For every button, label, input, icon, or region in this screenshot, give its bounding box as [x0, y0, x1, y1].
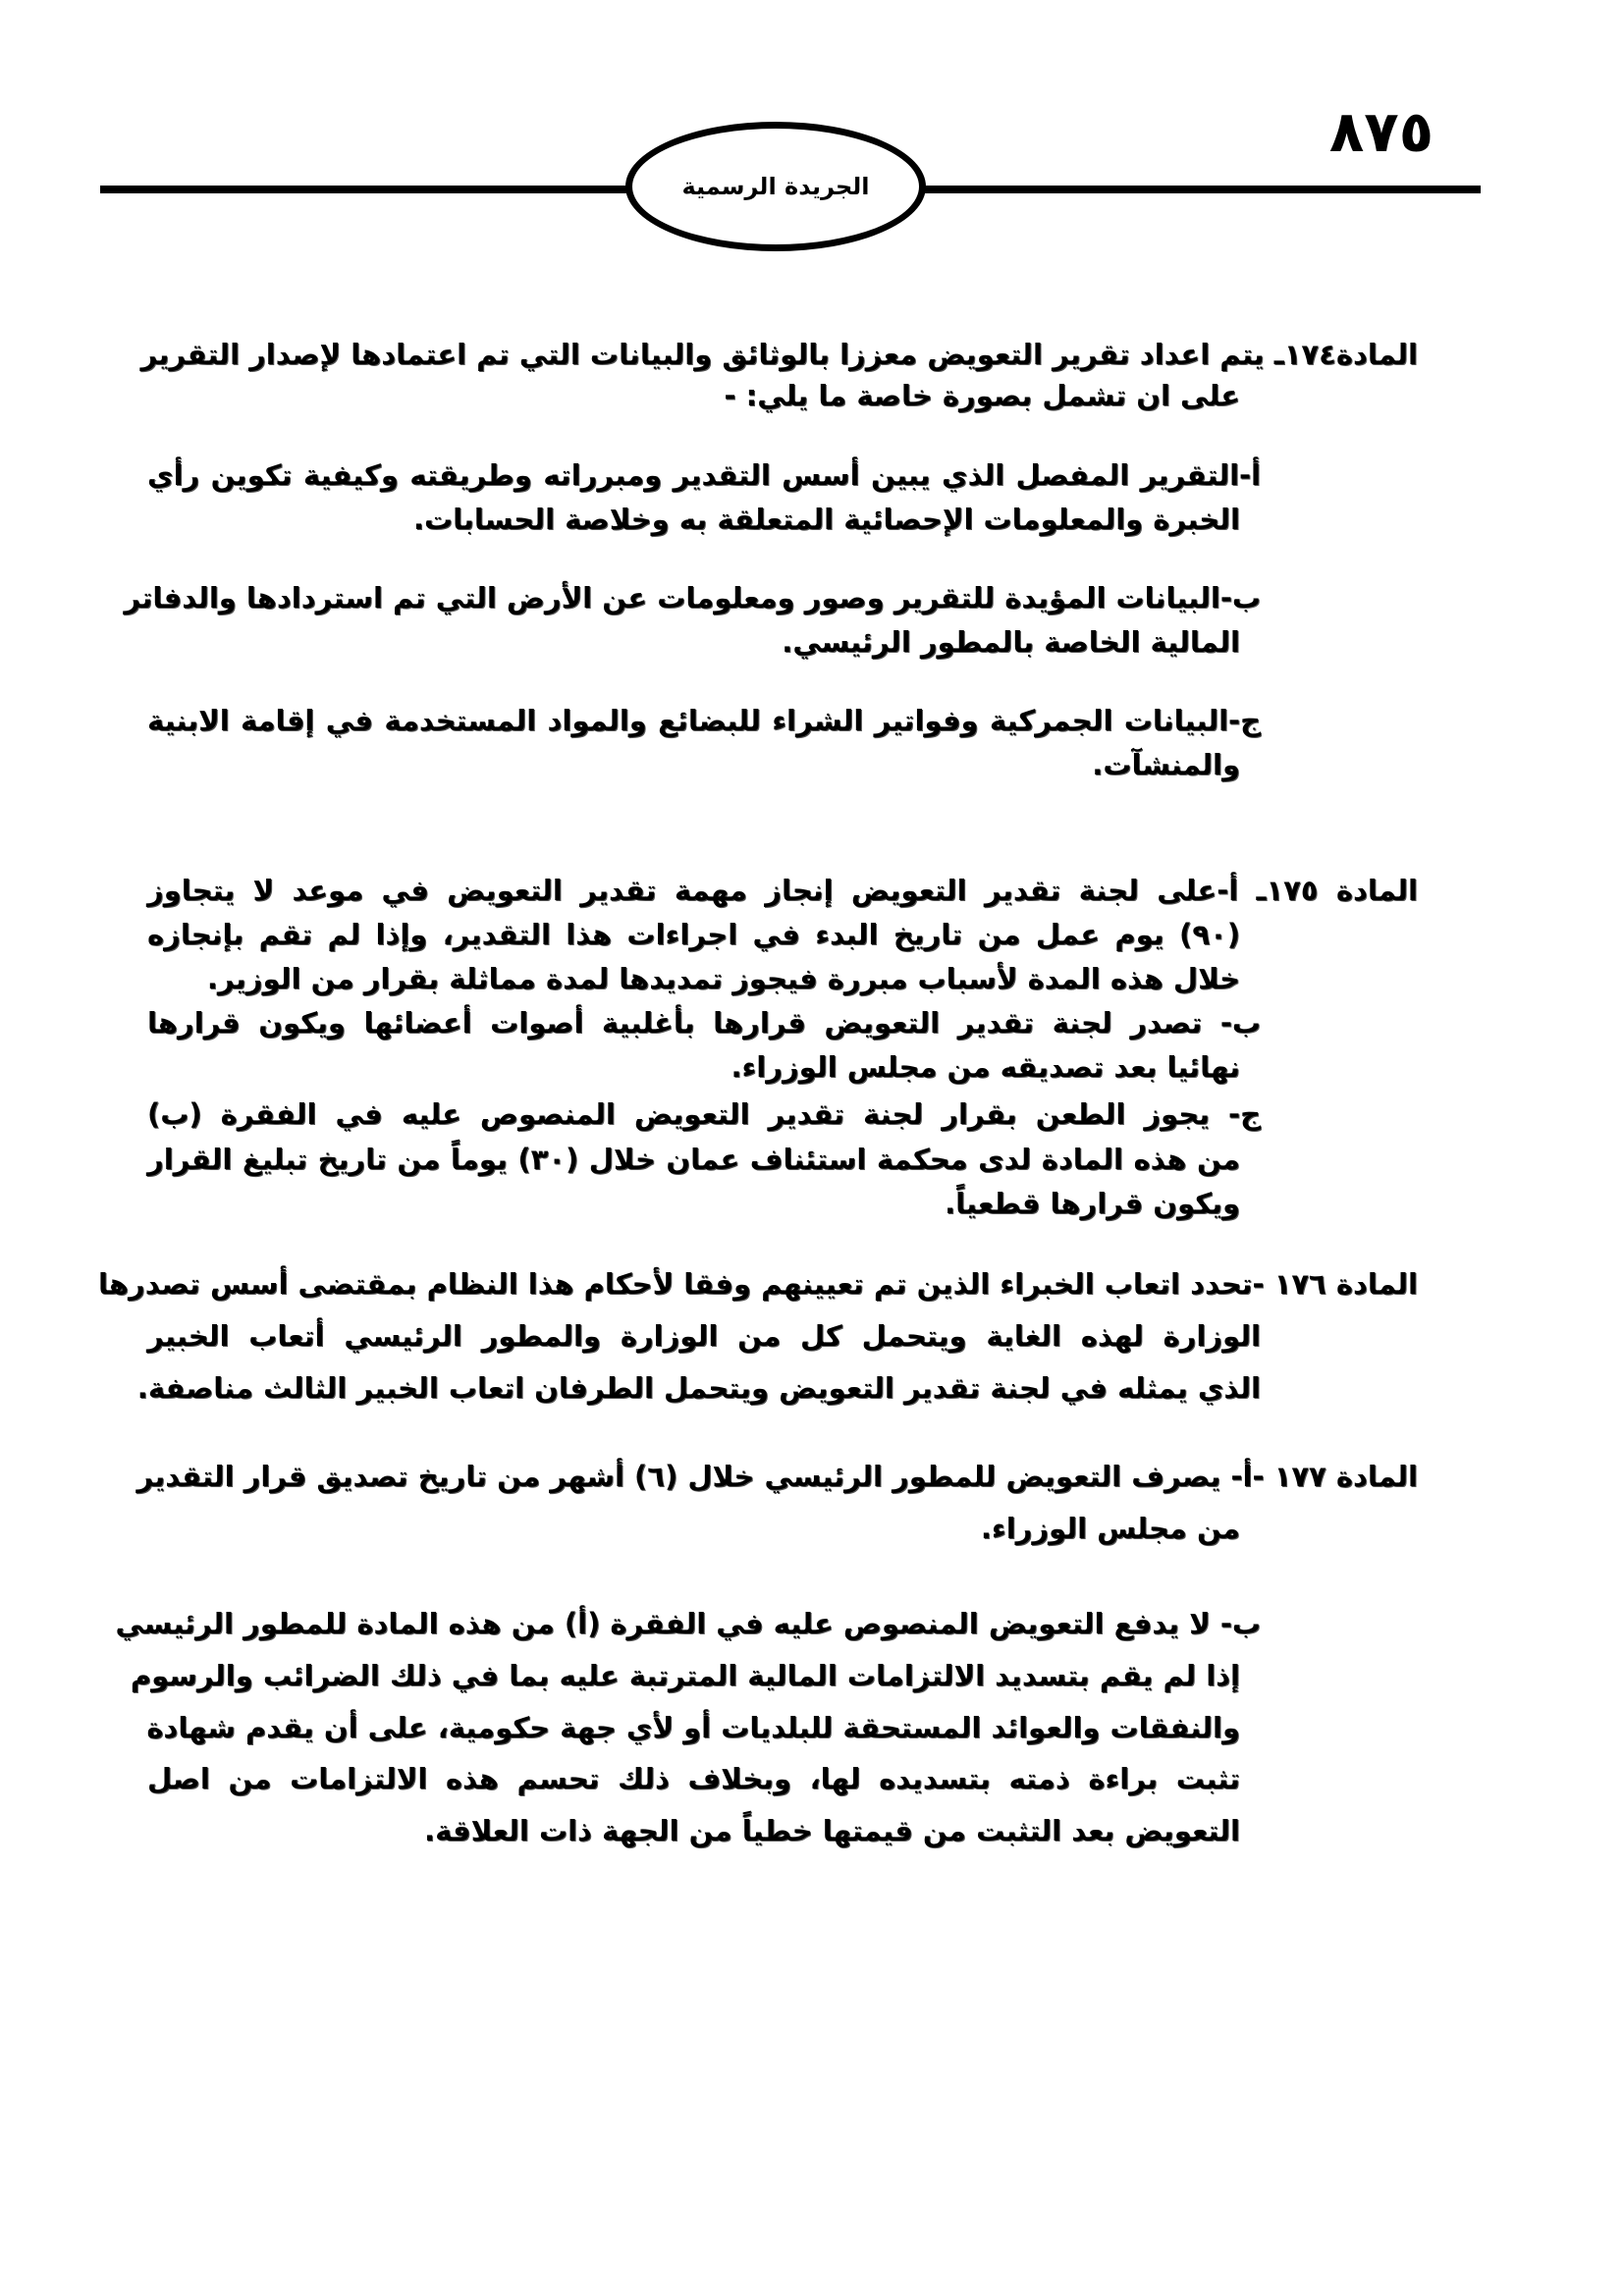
article-177-line: من مجلس الوزراء. [980, 1512, 1240, 1545]
article-175-item-b: ب- تصدر لجنة تقدير التعويض قرارها بأغلبية أصوات أعضائها ويكون قرارها [147, 1006, 1261, 1040]
article-174-item-c: ج-البيانات الجمركية وفواتير الشراء للبضائع والمواد المستخدمة في إقامة الابنية [147, 704, 1261, 737]
article-174-item-c: والمنشآت. [1092, 748, 1240, 781]
article-177-item-b: إذا لم يقم بتسديد الالتزامات المالية المترتبة عليه بما في ذلك الضرائب والرسوم [130, 1659, 1240, 1692]
article-176-line: الذي يمثله في لجنة تقدير التعويض ويتحمل الطرفان اتعاب الخبير الثالث مناصفة. [136, 1371, 1261, 1405]
article-177-line: المادة ١٧٧ -أ- يصرف التعويض للمطور الرئيسي خلال (٦) أشهر من تاريخ تصديق قرار التقدير [136, 1460, 1418, 1493]
article-175-line: خلال هذه المدة لأسباب مبررة فيجوز تمديدها لمدة مماثلة بقرار من الوزير. [206, 962, 1240, 995]
article-176-line: المادة ١٧٦ -تحدد اتعاب الخبراء الذين تم تعيينهم وفقا لأحكام هذا النظام بمقتضى أسس تصدرها [98, 1267, 1418, 1301]
article-175-line: (٩٠) يوم عمل من تاريخ البدء في اجراءات هذا التقدير، وإذا لم تقم بإنجازه [147, 918, 1240, 951]
article-174-item-b: المالية الخاصة بالمطور الرئيسي. [782, 625, 1240, 659]
article-177-item-b: التعويض بعد التثبت من قيمتها خطياً من الجهة ذات العلاقة. [424, 1814, 1240, 1847]
article-177-item-b: تثبت براءة ذمته بتسديده لها، وبخلاف ذلك تحسم هذه الالتزامات من اصل [147, 1762, 1240, 1795]
article-175-item-b: نهائيا بعد تصديقه من مجلس الوزراء. [731, 1050, 1240, 1084]
article-176-line: الوزارة لهذه الغاية ويتحمل كل من الوزارة والمطور الرئيسي أتعاب الخبير [147, 1319, 1261, 1353]
article-177-item-b: والنفقات والعوائد المستحقة للبلديات أو لأي جهة حكومية، على أن يقدم شهادة [146, 1711, 1240, 1744]
gazette-title-oval [625, 122, 926, 251]
article-175-item-c: ويكون قرارها قطعياً. [945, 1187, 1240, 1220]
article-174-line: على ان تشمل بصورة خاصة ما يلي: - [724, 379, 1240, 412]
article-174-item-b: ب-البيانات المؤيدة للتقرير وصور ومعلومات عن الأرض التي تم استردادها والدفاتر [124, 581, 1261, 614]
article-174-item-a: الخبرة والمعلومات الإحصائية المتعلقة به وخلاصة الحسابات. [412, 503, 1240, 536]
article-174-item-a: أ-التقرير المفصل الذي يبين أسس التقدير ومبرراته وطريقته وكيفية تكوين رأي [147, 458, 1261, 492]
article-177-item-b: ب- لا يدفع التعويض المنصوص عليه في الفقرة (أ) من هذه المادة للمطور الرئيسي [115, 1607, 1261, 1640]
article-175-item-c: ج- يجوز الطعن بقرار لجنة تقدير التعويض المنصوص عليه في الفقرة (ب) [147, 1097, 1261, 1131]
article-175-item-c: من هذه المادة لدى محكمة استئناف عمان خلال (٣٠) يوماً من تاريخ تبليغ القرار [147, 1143, 1240, 1176]
gazette-title: الجريدة الرسمية [681, 173, 870, 200]
article-174-line: المادة١٧٤ـ يتم اعداد تقرير التعويض معززا بالوثائق والبيانات التي تم اعتمادها لإصدار التقرير [140, 338, 1418, 371]
article-175-line: المادة ١٧٥ـ أ-على لجنة تقدير التعويض إنجاز مهمة تقدير التعويض في موعد لا يتجاوز [147, 874, 1418, 907]
page-number: ٨٧٥ [1328, 98, 1435, 165]
